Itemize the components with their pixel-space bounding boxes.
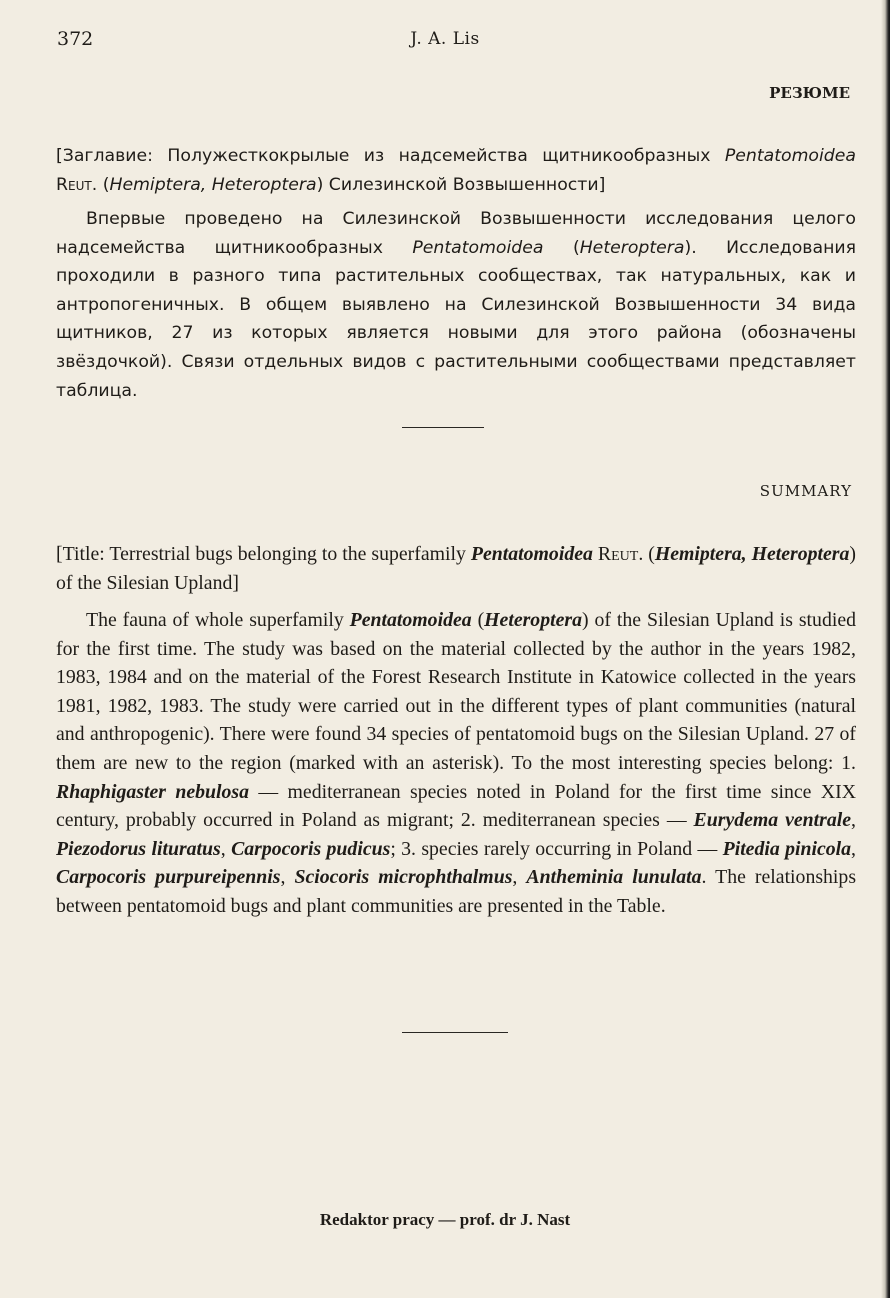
taxon-name: Piezodorus lituratus [56, 837, 221, 860]
page-number: 372 [57, 28, 94, 50]
section-divider [402, 427, 484, 428]
summary-heading: SUMMARY [759, 482, 852, 500]
taxon-name: Pentatomoidea [470, 543, 593, 565]
resume-paragraph: Впервые проведено на Силезинской Возвышенности исследования целого надсемейства щитникообразных Pentatomoidea (Heteroptera). Исследования проходили в разного типа растительных сообществах, так натуральных, как и антропогеничных. В общем выявлено на Силезинской Возвышенности 34 вида щитников, 27 из которых является новыми для этого района (обозначены звёздочкой). Связи отдельных видов с растительными сообществами представляет таблица. [56, 209, 856, 401]
author-name: Reut. [56, 174, 98, 195]
author-name: Reut. [597, 543, 644, 565]
taxon-name: Pentatomoidea [724, 146, 856, 166]
editor-credit: Redaktor pracy — prof. dr J. Nast [319, 1210, 571, 1229]
taxon-name: Carpocoris purpureipennis [56, 866, 281, 889]
taxon-name: Heteroptera [579, 237, 685, 258]
taxon-name: Pentatomoidea [412, 237, 544, 258]
summary-title: [Title: Terrestrial bugs belonging to the superfamily Pentatomoidea Reut. (Hemiptera, Heteroptera) of the Silesian Upland] [56, 543, 856, 594]
resume-title: [Заглавие: Полужесткокрылые из надсемейства щитникообразных Pentatomoidea Reut. (Hemiptera, Heteroptera) Силезинской Возвышенности] [56, 146, 856, 195]
resume-heading: РЕЗЮМЕ [769, 84, 850, 102]
taxon-name: Pentatomoidea [349, 609, 472, 631]
section-divider [402, 1032, 508, 1033]
summary-paragraph: The fauna of whole superfamily Pentatomoidea (Heteroptera) of the Silesian Upland is studied for the first time. The study was based on the material collected by the author in the years 1982, 1983, 1984 and on the material of the Forest Research Institute in Katowice collected in the years 1981, 1982, 1983. The study were carried out in the different types of plant communities (natural and anthropogenic). There were found 34 species of pentatomoid bugs on the Silesian Upland. 27 of them are new to the region (marked with an asterisk). To the most interesting species belong: 1. Rhaphigaster nebulosa — mediterranean species noted in Poland for the first time since XIX century, probably occurred in Poland as migrant; 2. mediterranean species — Eurydema ventrale, Piezodorus lituratus, Carpocoris pudicus; 3. species rarely occurring in Poland — Pitedia pinicola, Carpocoris purpureipennis, Sciocoris microphthalmus, Antheminia lunulata. The relationships between pentatomoid bugs and plant communities are presented in the Table. [56, 609, 857, 917]
taxon-name: Carpocoris pudicus [231, 837, 391, 860]
taxon-name: Hemiptera, Heteroptera [654, 543, 850, 565]
page-edge-shadow [881, 0, 890, 1298]
taxon-name: Pitedia pinicola [722, 837, 852, 860]
taxon-name: Rhaphigaster nebulosa [56, 780, 249, 803]
taxon-name: Eurydema ventrale [693, 809, 852, 832]
running-head: J. A. Lis [410, 29, 480, 49]
taxon-name: Hemiptera, Heteroptera [109, 174, 317, 195]
taxon-name: Antheminia lunulata [526, 866, 702, 889]
taxon-name: Heteroptera [484, 609, 582, 631]
taxon-name: Sciocoris microphthalmus [294, 866, 513, 889]
